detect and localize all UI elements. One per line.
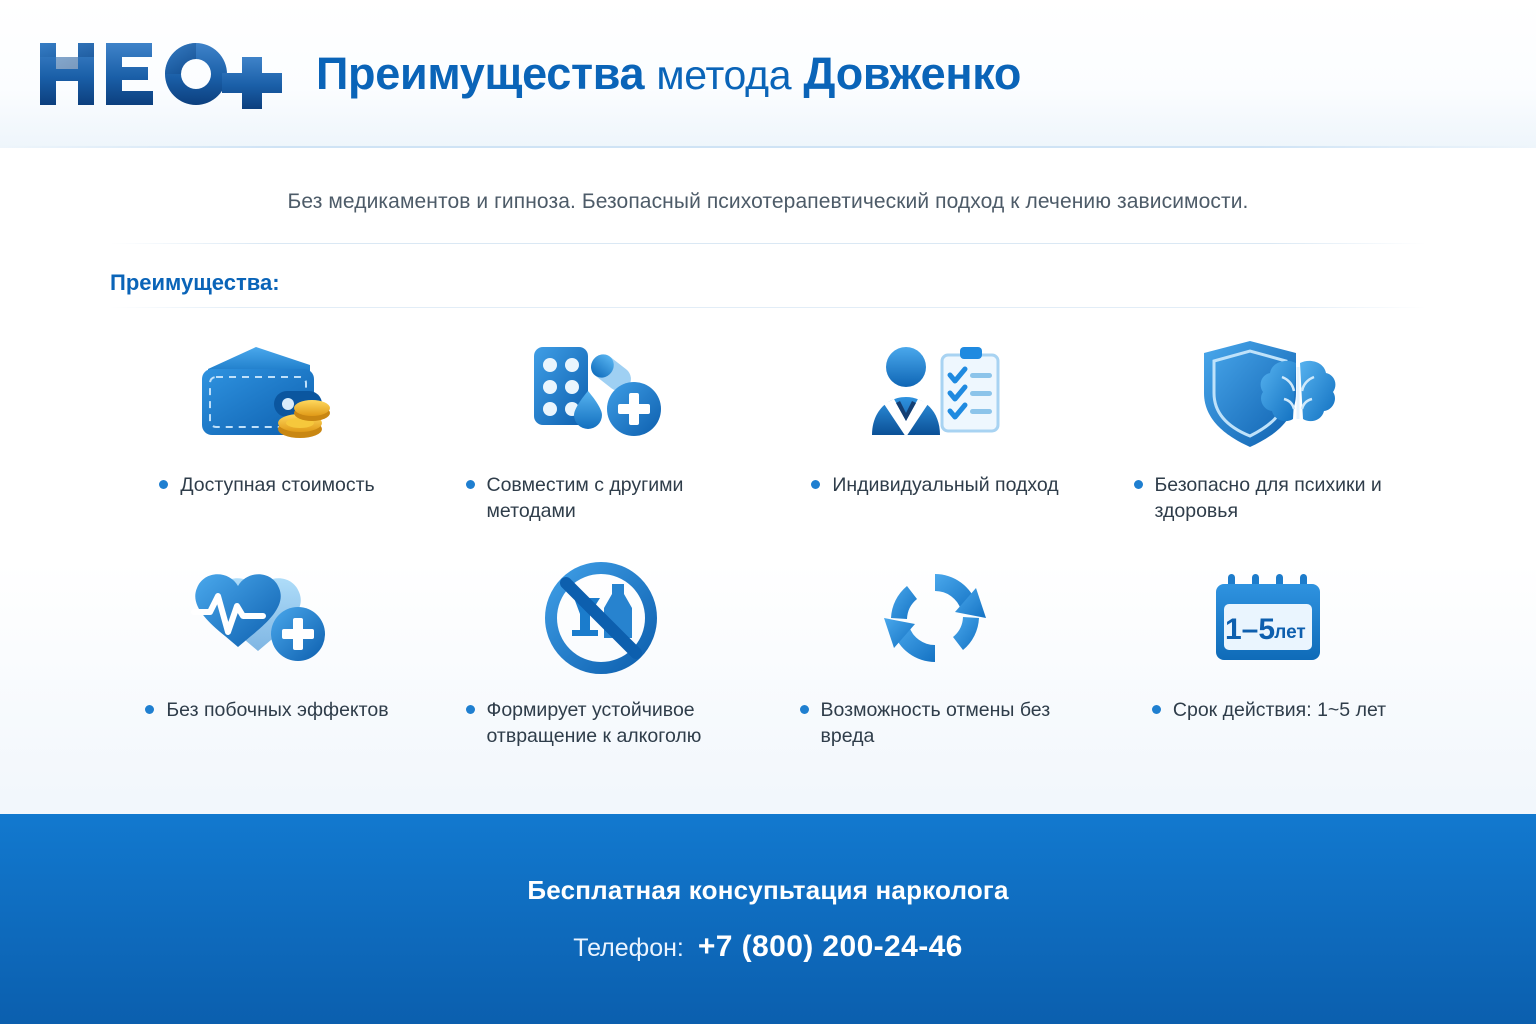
advantage-item-compatible: [434, 330, 768, 525]
calendar-number: 1–5: [1224, 612, 1276, 646]
advantage-item-cost: [100, 330, 434, 525]
bullet-icon: [145, 705, 154, 714]
no-alcohol-icon: [516, 555, 686, 685]
doctor-checklist-icon: [850, 330, 1020, 460]
advantage-label-row: [434, 472, 768, 525]
subtitle-block: [0, 148, 1536, 244]
section-label: Преимущества:: [110, 270, 298, 296]
section-header: [0, 270, 1536, 296]
advantage-item-safe: [1102, 330, 1436, 525]
advantage-label: Без побочных эффектов: [166, 698, 389, 721]
bullet-icon: [811, 480, 820, 489]
header: [0, 0, 1536, 148]
advantage-item-individual: [768, 330, 1102, 525]
title-part1: Преимущества: [316, 48, 645, 99]
calendar-unit: лет: [1274, 621, 1306, 643]
advantage-label-row: [434, 697, 768, 750]
advantage-label: Доступная стоимость: [180, 474, 375, 496]
bullet-icon: [1134, 480, 1143, 489]
advantage-label-row: [100, 697, 434, 723]
shield-brain-icon: [1184, 330, 1354, 460]
advantage-label: Безопасно для психики и здоровья: [1154, 474, 1382, 523]
bullet-icon: [1152, 705, 1161, 714]
advantage-label: Формирует устойчивое отвращение к алкоголю: [486, 698, 702, 747]
advantage-item-no-side-effects: [100, 555, 434, 750]
advantage-label-row: [768, 697, 1102, 750]
bullet-icon: [466, 480, 475, 489]
advantage-label: Индивидуальный подход: [832, 474, 1059, 496]
advantage-label-row: [768, 472, 1102, 498]
advantage-label: Срок действия: 1~5 лет: [1172, 698, 1387, 721]
advantage-label: Совместим с другими методами: [486, 474, 684, 523]
footer-phone-row: [573, 930, 963, 964]
advantage-item-duration: [1102, 555, 1436, 750]
advantage-item-aversion: [434, 555, 768, 750]
title-part2: метода: [656, 52, 792, 98]
wallet-coins-icon: [182, 330, 352, 460]
advantage-label-row: [1102, 472, 1436, 525]
heart-pulse-plus-icon: [182, 555, 352, 685]
advantage-item-reversible: [768, 555, 1102, 750]
advantages-grid: [100, 330, 1436, 749]
title-part3: Довженко: [803, 48, 1022, 99]
subtitle-text: Без медикаментов и гипноза. Безопасный психотерапевтический подход к лечению зависимости.: [287, 190, 1249, 213]
footer-cta: [0, 814, 1536, 1024]
advantage-label-row: [1102, 697, 1436, 723]
footer-title: Бесплатная консупьтация нарколога: [527, 874, 1009, 905]
phone-number[interactable]: +7 (800) 200-24-46: [697, 929, 963, 963]
phone-label: Телефон:: [573, 933, 684, 962]
calendar-icon: [1184, 555, 1354, 685]
bullet-icon: [466, 705, 475, 714]
section-divider: [110, 307, 1426, 308]
page-title: [316, 48, 1021, 100]
advantage-label: Возможность отмены без вреда: [820, 698, 1051, 747]
advantage-label-row: [100, 472, 434, 498]
bullet-icon: [800, 705, 809, 714]
bullet-icon: [159, 480, 168, 489]
neo-plus-logo: [36, 35, 286, 113]
pills-capsule-icon: [516, 330, 686, 460]
refresh-cycle-icon: [850, 555, 1020, 685]
